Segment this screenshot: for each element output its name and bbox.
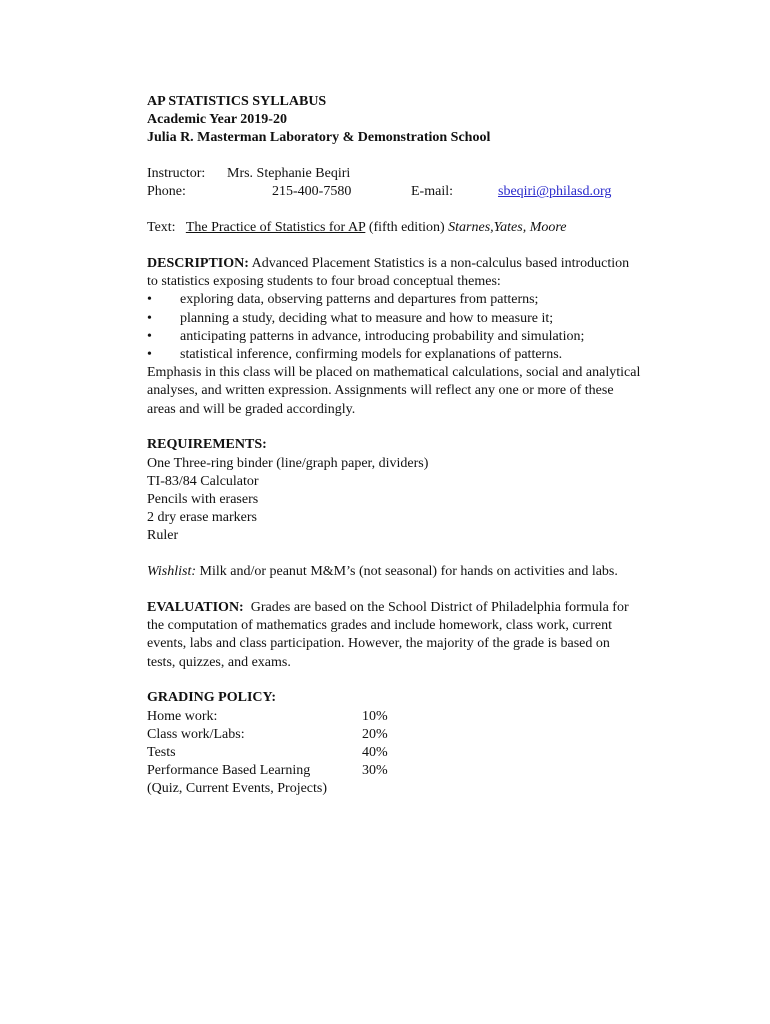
evaluation-heading: EVALUATION:	[147, 600, 244, 615]
grade-row	[147, 744, 727, 762]
grade-category: Performance Based Learning	[147, 763, 311, 779]
description-intro	[147, 255, 727, 273]
bullet-icon: •	[147, 346, 152, 362]
description-text: Advanced Placement Statistics is a non-calculus based introduction	[251, 255, 630, 271]
requirement-item: Ruler	[147, 528, 179, 544]
phone-number: 215-400-7580	[272, 184, 352, 200]
bullet-icon: •	[147, 328, 152, 344]
evaluation-text: events, labs and class participation. However, the majority of the grade is based on	[147, 636, 610, 652]
emphasis-text: Emphasis in this class will be placed on mathematical calculations, social and analytical	[147, 365, 641, 381]
instructor-name: Mrs. Stephanie Beqiri	[227, 166, 351, 182]
requirements-heading: REQUIREMENTS:	[147, 437, 267, 453]
email-label: E-mail:	[411, 184, 453, 200]
phone-label: Phone:	[147, 184, 186, 200]
theme-bullet: • exploring data, observing patterns and departures from patterns;	[147, 291, 727, 309]
wishlist-text: Milk and/or peanut M&M’s (not seasonal) for hands on activities and labs.	[199, 564, 618, 580]
grading-policy-heading: GRADING POLICY:	[147, 690, 276, 706]
description-heading: DESCRIPTION:	[147, 255, 249, 271]
email-link[interactable]: sbeqiri@philasd.org	[498, 184, 612, 200]
wishlist-label: Wishlist:	[147, 564, 197, 580]
emphasis-text: analyses, and written expression. Assignments will reflect any one or more of these	[147, 383, 614, 399]
requirement-item: TI-83/84 Calculator	[147, 473, 259, 489]
textbook-line	[147, 219, 727, 237]
theme-bullet: • statistical inference, confirming models for explanations of patterns.	[147, 346, 727, 364]
emphasis-text: areas and will be graded accordingly.	[147, 401, 356, 417]
academic-year: Academic Year 2019-20	[147, 112, 287, 128]
description-text-2: to statistics exposing students to four broad conceptual themes:	[147, 274, 501, 290]
book-authors: Starnes,Yates, Moore	[448, 220, 567, 236]
grade-row	[147, 762, 727, 780]
grade-percent: 20%	[362, 726, 388, 742]
grade-percent: 10%	[362, 708, 388, 724]
grade-category: Home work:	[147, 708, 218, 724]
wishlist-line	[147, 563, 727, 581]
grade-category: Class work/Labs:	[147, 726, 245, 742]
document-title: AP STATISTICS SYLLABUS	[147, 94, 327, 109]
grade-row	[147, 726, 727, 744]
requirement-item: One Three-ring binder (line/graph paper, dividers)	[147, 455, 429, 471]
phone-row	[147, 183, 727, 201]
grade-percent: 40%	[362, 744, 388, 760]
grade-row	[147, 708, 727, 726]
school-name: Julia R. Masterman Laboratory & Demonstration School	[147, 130, 491, 146]
theme-bullet: • anticipating patterns in advance, introducing probability and simulation;	[147, 328, 727, 346]
theme-bullet: • planning a study, deciding what to measure and how to measure it;	[147, 310, 727, 328]
evaluation-text: the computation of mathematics grades and include homework, class work, current	[147, 618, 612, 634]
grade-category: Tests	[147, 744, 176, 760]
evaluation-text: tests, quizzes, and exams.	[147, 654, 291, 670]
bullet-icon: •	[147, 310, 152, 326]
text-label: Text:	[147, 220, 176, 236]
evaluation-text: Grades are based on the School District of Philadelphia formula for	[250, 600, 629, 615]
bullet-icon: •	[147, 292, 152, 308]
grading-footnote: (Quiz, Current Events, Projects)	[147, 781, 328, 797]
evaluation-intro	[147, 599, 727, 617]
book-title: The Practice of Statistics for AP	[185, 220, 366, 236]
grade-percent: 30%	[362, 763, 388, 779]
instructor-row	[147, 165, 727, 183]
requirement-item: Pencils with erasers	[147, 492, 259, 507]
book-edition: (fifth edition)	[368, 220, 445, 236]
instructor-label: Instructor:	[147, 166, 206, 182]
requirement-item: 2 dry erase markers	[147, 510, 258, 526]
syllabus-page	[147, 93, 727, 799]
